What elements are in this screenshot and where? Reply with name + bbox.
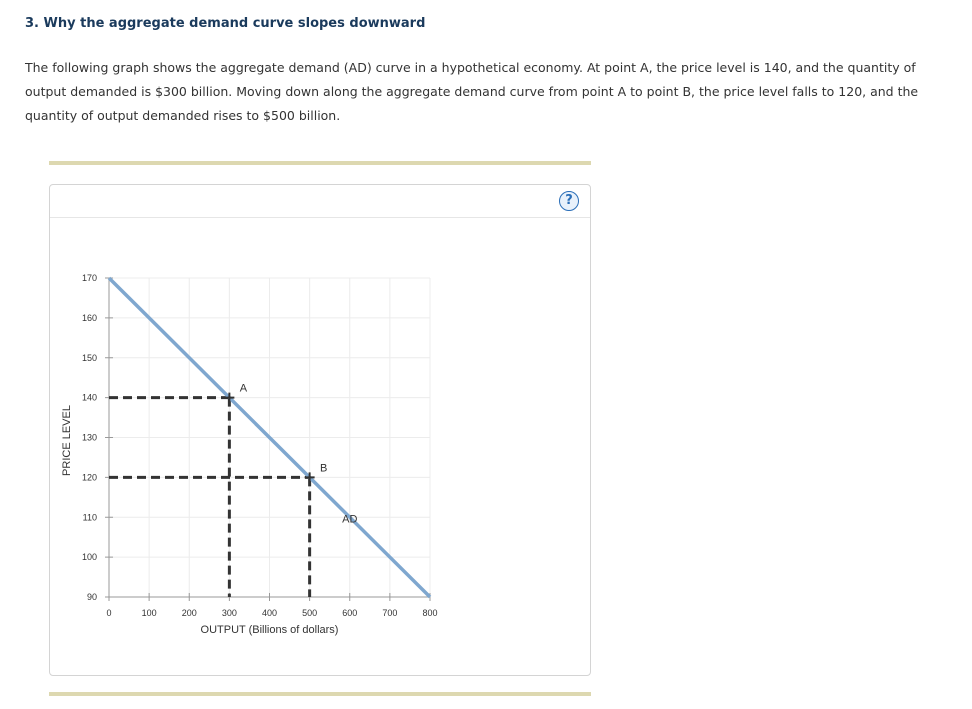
x-tick-label: 500 [302, 608, 318, 618]
x-tick-label: 300 [221, 608, 237, 618]
bottom-divider [49, 692, 591, 696]
x-tick-label: 600 [342, 608, 358, 618]
ad-curve-label: AD [342, 513, 358, 526]
help-icon[interactable]: ? [559, 191, 579, 211]
y-tick-label: 130 [81, 432, 97, 443]
y-tick-label: 120 [81, 472, 97, 483]
x-tick-label: 400 [261, 608, 278, 618]
y-axis-label: PRICE LEVEL [61, 405, 73, 476]
x-tick-label: 100 [141, 608, 157, 618]
x-tick-label: 800 [422, 608, 438, 618]
y-tick-label: 110 [82, 512, 97, 523]
y-tick-label: 100 [81, 552, 97, 563]
x-axis-label: OUTPUT (Billions of dollars) [200, 624, 339, 636]
y-tick-label: 160 [81, 312, 97, 323]
y-tick-label: 150 [81, 352, 97, 363]
x-tick-label: 200 [181, 608, 197, 618]
y-tick-label: 90 [86, 592, 97, 602]
y-tick-label: 170 [81, 273, 97, 283]
question-title: 3. Why the aggregate demand curve slopes downward [25, 16, 426, 31]
y-tick-label: 140 [81, 392, 97, 403]
x-tick-label: 0 [106, 608, 112, 618]
question-text: The following graph shows the aggregate demand (AD) curve in a hypothetical economy. At point A, the price level is 140, and the quantity of output demanded is $300 billion. Moving down along the aggregate demand curve from point A to point B, the price level falls to 120, and the quantity of output demanded rises to $500 billion. [25, 60, 919, 123]
x-tick-label: 700 [382, 608, 398, 618]
point-label-B: B [319, 462, 328, 475]
point-label-A: A [239, 382, 248, 395]
